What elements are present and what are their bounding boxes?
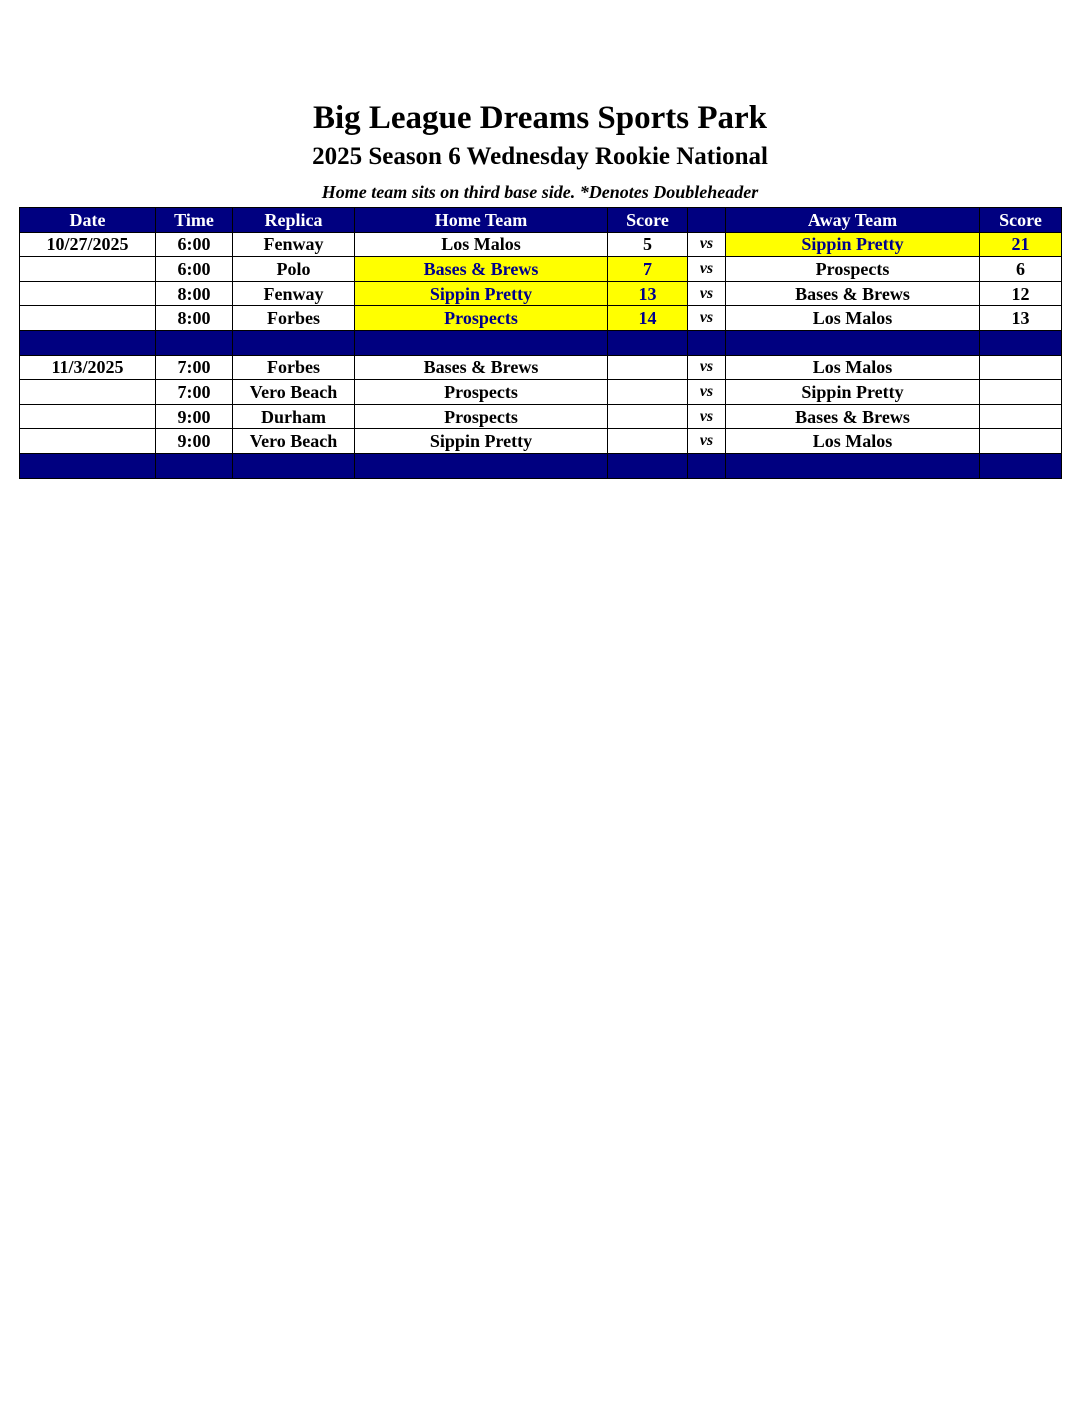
game-row	[20, 281, 1062, 306]
away-score-cell	[980, 404, 1062, 429]
separator-cell	[355, 330, 608, 355]
replica-field-cell: Forbes	[233, 306, 355, 331]
game-time-cell: 9:00	[156, 404, 233, 429]
replica-field-cell: Forbes	[233, 355, 355, 380]
game-date-cell	[20, 404, 156, 429]
col-header-replica: Replica	[233, 208, 355, 233]
away-score-cell: 21	[980, 232, 1062, 257]
away-score-cell	[980, 355, 1062, 380]
replica-field-cell: Vero Beach	[233, 380, 355, 405]
home-score-cell	[608, 380, 688, 405]
replica-field-cell: Durham	[233, 404, 355, 429]
game-row	[20, 380, 1062, 405]
separator-cell	[156, 453, 233, 478]
replica-field-cell: Fenway	[233, 281, 355, 306]
game-row	[20, 306, 1062, 331]
game-row	[20, 429, 1062, 454]
away-team-cell: Bases & Brews	[726, 281, 980, 306]
vs-cell: vs	[688, 232, 726, 257]
separator-cell	[980, 453, 1062, 478]
game-date-cell: 10/27/2025	[20, 232, 156, 257]
vs-cell: vs	[688, 429, 726, 454]
replica-field-cell: Fenway	[233, 232, 355, 257]
schedule-table	[19, 207, 1062, 479]
game-date-cell: 11/3/2025	[20, 355, 156, 380]
col-header-time: Time	[156, 208, 233, 233]
separator-cell	[233, 453, 355, 478]
home-score-cell: 14	[608, 306, 688, 331]
separator-cell	[688, 453, 726, 478]
game-date-cell	[20, 281, 156, 306]
vs-cell: vs	[688, 355, 726, 380]
home-team-cell: Prospects	[355, 380, 608, 405]
home-team-note: Home team sits on third base side. *Denotes Doubleheader	[321, 182, 759, 202]
home-team-cell: Bases & Brews	[355, 355, 608, 380]
home-score-cell: 13	[608, 281, 688, 306]
separator-row	[20, 330, 1062, 355]
home-score-cell	[608, 429, 688, 454]
separator-cell	[156, 330, 233, 355]
home-team-cell: Prospects	[355, 404, 608, 429]
away-team-cell: Los Malos	[726, 355, 980, 380]
separator-cell	[233, 330, 355, 355]
away-score-cell: 13	[980, 306, 1062, 331]
home-score-cell	[608, 404, 688, 429]
separator-cell	[608, 453, 688, 478]
vs-cell: vs	[688, 306, 726, 331]
away-score-cell: 6	[980, 257, 1062, 282]
col-header-away-score: Score	[980, 208, 1062, 233]
home-score-cell: 5	[608, 232, 688, 257]
col-header-home-score: Score	[608, 208, 688, 233]
game-date-cell	[20, 429, 156, 454]
game-date-cell	[20, 306, 156, 331]
away-team-cell: Los Malos	[726, 306, 980, 331]
separator-cell	[20, 330, 156, 355]
home-team-cell: Sippin Pretty	[355, 429, 608, 454]
page-subtitle: 2025 Season 6 Wednesday Rookie National	[312, 143, 768, 170]
separator-row	[20, 453, 1062, 478]
game-time-cell: 6:00	[156, 232, 233, 257]
separator-cell	[20, 453, 156, 478]
away-score-cell: 12	[980, 281, 1062, 306]
game-row	[20, 355, 1062, 380]
home-score-cell: 7	[608, 257, 688, 282]
replica-field-cell: Vero Beach	[233, 429, 355, 454]
game-time-cell: 8:00	[156, 281, 233, 306]
away-team-cell: Los Malos	[726, 429, 980, 454]
separator-cell	[726, 453, 980, 478]
game-time-cell: 7:00	[156, 355, 233, 380]
game-time-cell: 6:00	[156, 257, 233, 282]
home-team-cell: Prospects	[355, 306, 608, 331]
schedule-body	[20, 232, 1062, 478]
separator-cell	[726, 330, 980, 355]
vs-cell: vs	[688, 257, 726, 282]
game-row	[20, 404, 1062, 429]
away-team-cell: Prospects	[726, 257, 980, 282]
home-team-cell: Bases & Brews	[355, 257, 608, 282]
separator-cell	[688, 330, 726, 355]
vs-cell: vs	[688, 281, 726, 306]
game-date-cell	[20, 380, 156, 405]
away-score-cell	[980, 380, 1062, 405]
away-score-cell	[980, 429, 1062, 454]
separator-cell	[608, 330, 688, 355]
col-header-home-team: Home Team	[355, 208, 608, 233]
col-header-date: Date	[20, 208, 156, 233]
home-score-cell	[608, 355, 688, 380]
away-team-cell: Sippin Pretty	[726, 380, 980, 405]
game-time-cell: 8:00	[156, 306, 233, 331]
replica-field-cell: Polo	[233, 257, 355, 282]
away-team-cell: Sippin Pretty	[726, 232, 980, 257]
col-header-away-team: Away Team	[726, 208, 980, 233]
vs-cell: vs	[688, 380, 726, 405]
game-time-cell: 9:00	[156, 429, 233, 454]
col-header-vs	[688, 208, 726, 233]
vs-cell: vs	[688, 404, 726, 429]
page-title: Big League Dreams Sports Park	[312, 100, 768, 136]
game-time-cell: 7:00	[156, 380, 233, 405]
header-row	[20, 208, 1062, 233]
home-team-cell: Sippin Pretty	[355, 281, 608, 306]
separator-cell	[355, 453, 608, 478]
game-date-cell	[20, 257, 156, 282]
game-row	[20, 257, 1062, 282]
separator-cell	[980, 330, 1062, 355]
home-team-cell: Los Malos	[355, 232, 608, 257]
away-team-cell: Bases & Brews	[726, 404, 980, 429]
game-row	[20, 232, 1062, 257]
